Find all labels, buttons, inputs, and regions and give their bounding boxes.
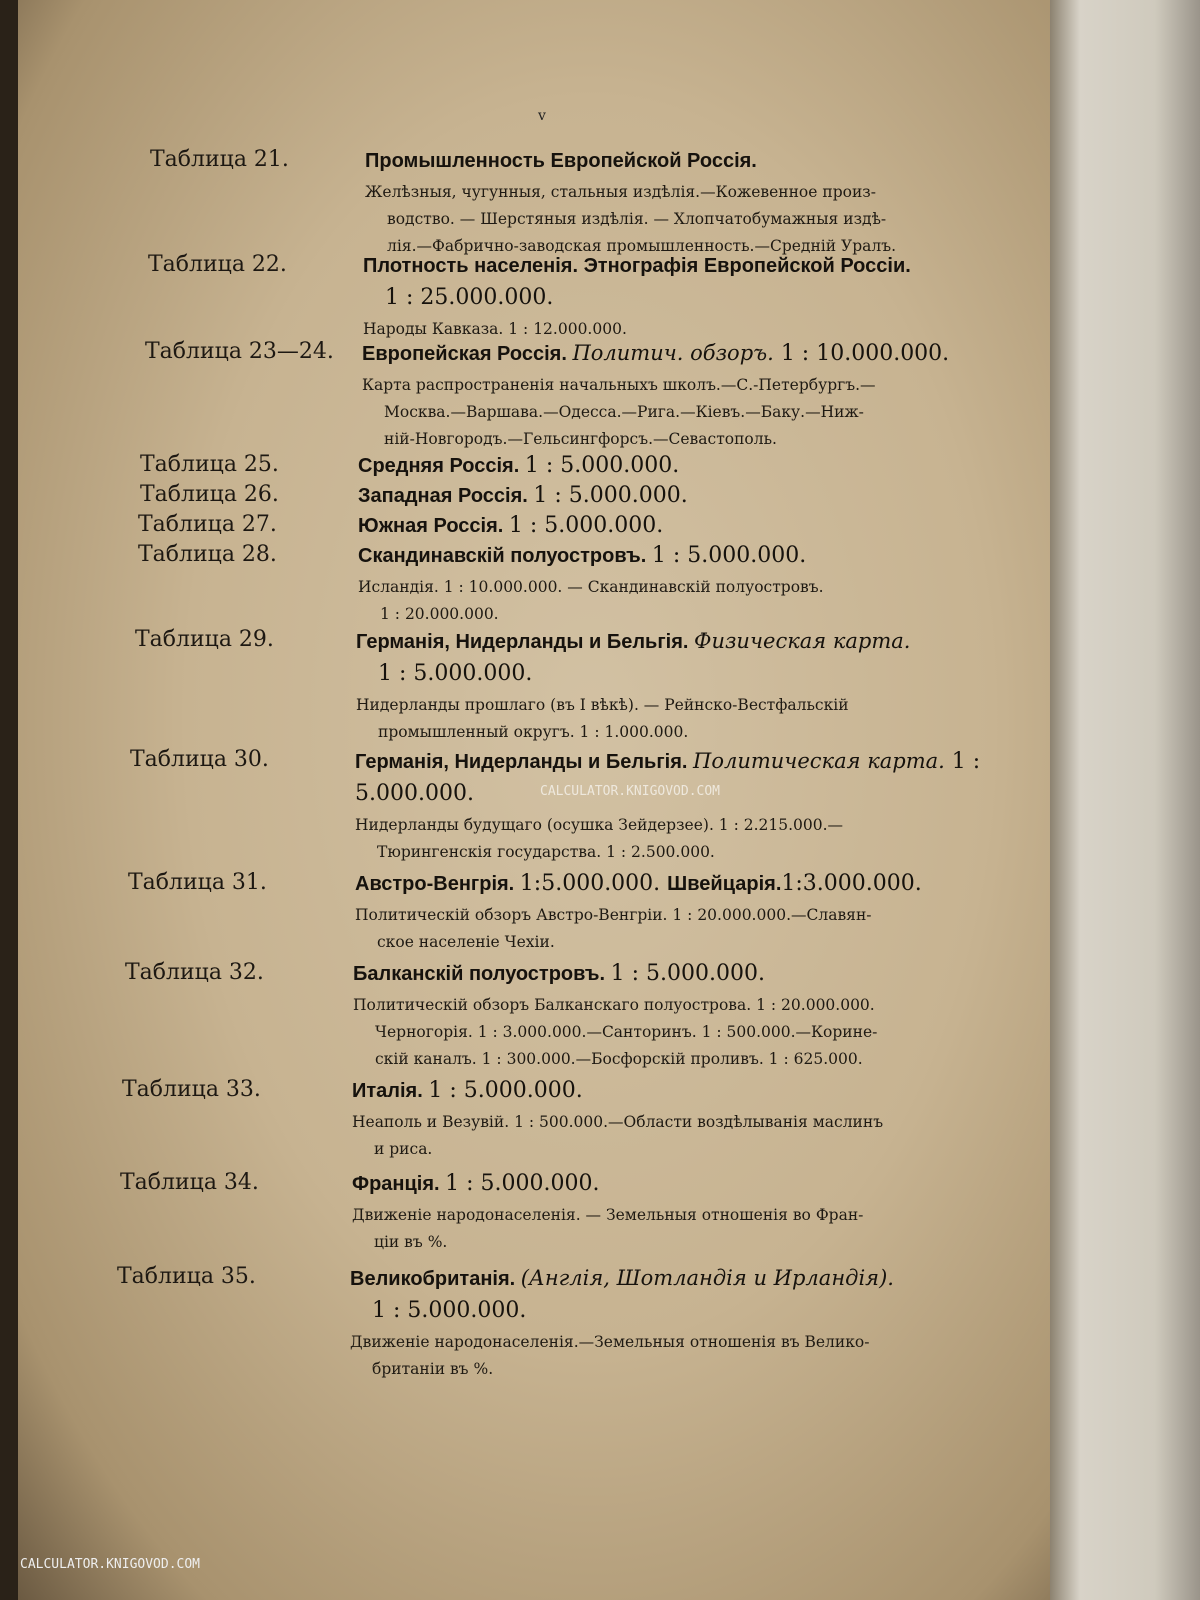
entry-title bbox=[352, 1075, 992, 1107]
toc-entry bbox=[355, 745, 995, 866]
table-number: Таблица 33. bbox=[122, 1077, 261, 1102]
table-number: Таблица 29. bbox=[135, 627, 274, 652]
entry-title bbox=[355, 868, 995, 900]
description-line: Политическій обзоръ Австро-Венгріи. 1 : 20.000.000.—Славян- bbox=[355, 906, 872, 924]
toc-entry bbox=[355, 868, 995, 956]
toc-entry bbox=[353, 958, 993, 1073]
description-line: ціи въ %. bbox=[374, 1233, 448, 1251]
watermark-center: CALCULATOR.KNIGOVOD.COM bbox=[540, 784, 721, 799]
map-title: Скандинавскій полуостровъ. bbox=[358, 545, 652, 567]
table-number: Таблица 31. bbox=[128, 870, 267, 895]
description-line: лія.—Фабрично-заводская промышленность.—Средній Уралъ. bbox=[387, 237, 897, 255]
map-subtitle: Политич. обзоръ. bbox=[572, 341, 774, 365]
map-subtitle: (Англія, Шотландія и Ирландія). bbox=[520, 1266, 894, 1290]
description-line: водство. — Шерстяныя издѣлія. — Хлопчатобумажныя издѣ- bbox=[387, 210, 887, 228]
map-scale: 1 : 5.000.000. bbox=[355, 749, 981, 806]
entry-description bbox=[355, 902, 995, 956]
map-title: Германія, Нидерланды и Бельгія. bbox=[356, 631, 695, 653]
entry-title bbox=[358, 540, 998, 572]
description-line: Черногорія. 1 : 3.000.000.—Санторинъ. 1 : 500.000.—Корине- bbox=[375, 1023, 878, 1041]
map-title: Франція. bbox=[352, 1173, 446, 1195]
entry-description bbox=[352, 1109, 992, 1163]
description-line: скій каналъ. 1 : 300.000.—Босфорскій проливъ. 1 : 625.000. bbox=[375, 1050, 863, 1068]
map-title: Плотность населенія. Этнографія Европейской Россіи. bbox=[363, 255, 911, 277]
toc-entry bbox=[363, 250, 1003, 343]
map-title: Западная Россія. bbox=[358, 485, 534, 507]
map-title: Германія, Нидерланды и Бельгія. bbox=[355, 751, 694, 773]
map-title: Промышленность Европейской Россія. bbox=[365, 150, 757, 172]
map-subtitle: Физическая карта. bbox=[694, 629, 911, 653]
table-number: Таблица 32. bbox=[125, 960, 264, 985]
description-line: британіи въ %. bbox=[372, 1360, 494, 1378]
map-scale: 1 : 5.000.000. bbox=[524, 453, 680, 478]
toc-entry bbox=[356, 625, 996, 746]
watermark-bottom: CALCULATOR.KNIGOVOD.COM bbox=[20, 1557, 201, 1572]
description-line: промышленный округъ. 1 : 1.000.000. bbox=[378, 723, 689, 741]
description-line: Москва.—Варшава.—Одесса.—Рига.—Кіевъ.—Баку.—Ниж- bbox=[384, 403, 864, 421]
table-number: Таблица 23—24. bbox=[145, 339, 334, 364]
toc-entry bbox=[358, 540, 998, 628]
entry-description bbox=[353, 992, 993, 1073]
map-scale: 1 : 5.000.000. bbox=[378, 661, 533, 686]
description-line: Исландія. 1 : 10.000.000. — Скандинавскій полуостровъ. bbox=[358, 578, 824, 596]
map-title: Австро-Венгрія. bbox=[355, 873, 520, 895]
toc-entry bbox=[358, 450, 998, 482]
description-line: Желѣзныя, чугунныя, стальныя издѣлія.—Кожевенное произ- bbox=[365, 183, 876, 201]
entry-description bbox=[356, 692, 996, 746]
description-line: Нидерланды прошлаго (въ I вѣкѣ). — Рейнско-Вестфальскій bbox=[356, 696, 849, 714]
toc-entry bbox=[350, 1262, 990, 1383]
entry-title bbox=[350, 1262, 990, 1327]
map-scale: 1 : 5.000.000. bbox=[651, 543, 807, 568]
map-scale: 1 : 5.000.000. bbox=[372, 1298, 527, 1323]
entry-description bbox=[352, 1202, 992, 1256]
table-number: Таблица 22. bbox=[148, 252, 287, 277]
description-line: Неаполь и Везувій. 1 : 500.000.—Области воздѣлыванія маслинъ bbox=[352, 1113, 884, 1131]
table-number: Таблица 25. bbox=[140, 452, 279, 477]
description-line: Народы Кавказа. 1 : 12.000.000. bbox=[363, 320, 627, 338]
entry-title bbox=[358, 510, 998, 542]
table-number: Таблица 35. bbox=[117, 1264, 256, 1289]
table-number: Таблица 28. bbox=[138, 542, 277, 567]
entry-description bbox=[355, 812, 995, 866]
table-number: Таблица 27. bbox=[138, 512, 277, 537]
description-line: Движеніе народонаселенія. — Земельныя отношенія во Фран- bbox=[352, 1206, 864, 1224]
description-line: Движеніе народонаселенія.—Земельныя отношенія въ Велико- bbox=[350, 1333, 870, 1351]
map-title: Средняя Россія. bbox=[358, 455, 525, 477]
toc-entry bbox=[352, 1168, 992, 1256]
map-title: Италія. bbox=[352, 1080, 429, 1102]
table-number: Таблица 26. bbox=[140, 482, 279, 507]
description-line: Политическій обзоръ Балканскаго полуострова. 1 : 20.000.000. bbox=[353, 996, 875, 1014]
description-line: ній-Новгородъ.—Гельсингфорсъ.—Севастополь. bbox=[384, 430, 777, 448]
map-scale: 1 : 5.000.000. bbox=[533, 483, 688, 508]
map-scale: 1:5.000.000. bbox=[519, 871, 668, 896]
table-number: Таблица 21. bbox=[150, 147, 289, 172]
map-scale: 1 : 25.000.000. bbox=[385, 285, 554, 310]
entry-description bbox=[358, 574, 998, 628]
map-scale: 1 : 5.000.000. bbox=[428, 1078, 583, 1103]
toc-entry bbox=[358, 480, 998, 512]
description-line: Карта распространенія начальныхъ школъ.—С.-Петербургъ.— bbox=[362, 376, 876, 394]
entry-title bbox=[362, 337, 1002, 370]
map-title: Швейцарія. bbox=[667, 873, 782, 895]
map-title: Южная Россія. bbox=[358, 515, 509, 537]
entry-title bbox=[358, 480, 998, 512]
page-edge bbox=[1050, 0, 1200, 1600]
entry-description bbox=[362, 372, 1002, 453]
table-number: Таблица 34. bbox=[120, 1170, 259, 1195]
entry-title bbox=[358, 450, 998, 482]
map-title: Балканскій полуостровъ. bbox=[353, 963, 611, 985]
map-scale: 1 : 10.000.000. bbox=[773, 341, 950, 366]
description-line: 1 : 20.000.000. bbox=[380, 605, 499, 623]
description-line: ское населеніе Чехіи. bbox=[377, 933, 555, 951]
description-line: Нидерланды будущаго (осушка Зейдерзее). 1 : 2.215.000.— bbox=[355, 816, 844, 834]
map-scale: 1 : 5.000.000. bbox=[610, 961, 765, 986]
entry-title bbox=[352, 1168, 992, 1200]
toc-entry bbox=[358, 510, 998, 542]
map-scale: 1 : 5.000.000. bbox=[445, 1171, 600, 1196]
map-title: Европейская Россія. bbox=[362, 343, 573, 365]
map-scale: 1:3.000.000. bbox=[781, 871, 922, 896]
page-marker: v bbox=[538, 108, 546, 124]
description-line: Тюрингенскія государства. 1 : 2.500.000. bbox=[377, 843, 715, 861]
map-scale: 1 : 5.000.000. bbox=[508, 513, 664, 538]
entry-description bbox=[350, 1329, 990, 1383]
entry-title bbox=[356, 625, 996, 690]
entry-title bbox=[353, 958, 993, 990]
map-subtitle: Политическая карта. bbox=[693, 749, 945, 773]
toc-entry bbox=[362, 337, 1002, 453]
entry-title bbox=[363, 250, 1003, 314]
entry-description bbox=[365, 179, 1005, 260]
toc-entry bbox=[352, 1075, 992, 1163]
toc-entry bbox=[365, 145, 1005, 260]
entry-title bbox=[355, 745, 995, 810]
description-line: и риса. bbox=[374, 1140, 433, 1158]
table-number: Таблица 30. bbox=[130, 747, 269, 772]
entry-title bbox=[365, 145, 1005, 177]
map-title: Великобританія. bbox=[350, 1268, 521, 1290]
